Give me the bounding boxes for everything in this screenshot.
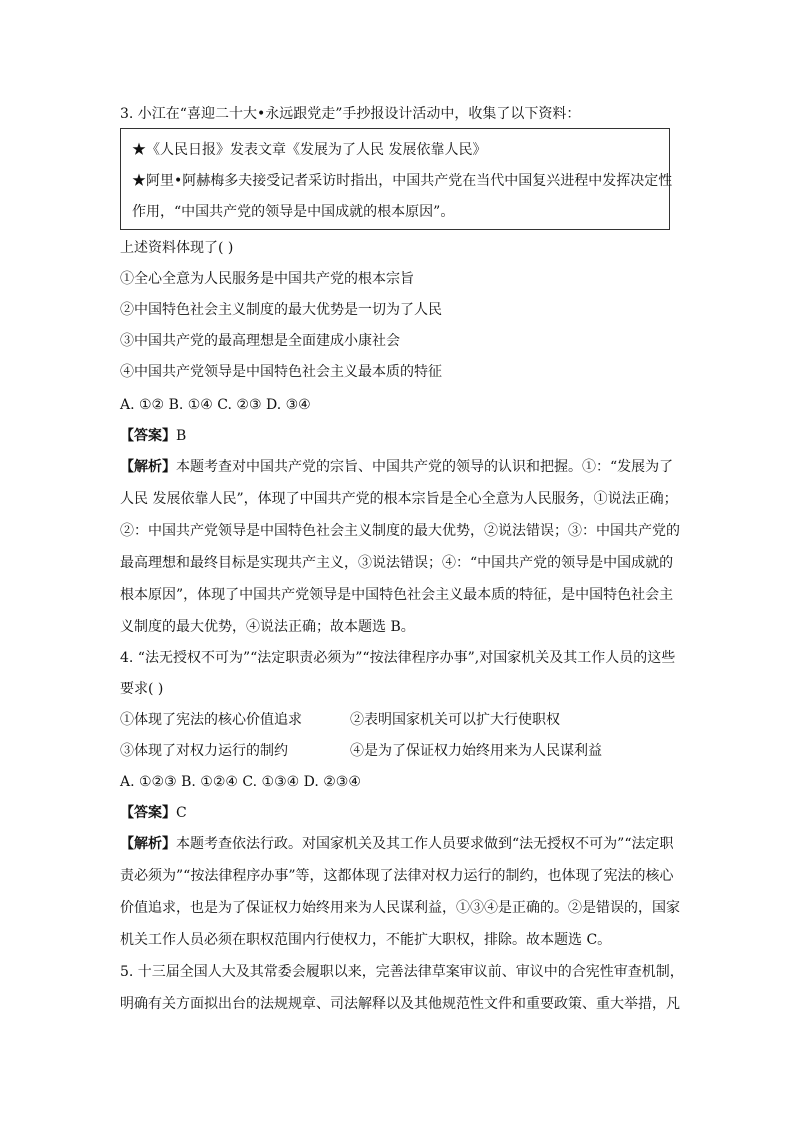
q3-analysis-line: ②：中国共产党领导是中国特色社会主义制度的最大优势，②说法错误；③：中国共产党的 — [120, 523, 680, 539]
q3-option: ①全心全意为人民服务是中国共产党的根本宗旨 — [120, 271, 414, 287]
q3-material-box — [120, 128, 673, 230]
q4-option: ④是为了保证权力始终用来为人民谋利益 — [350, 743, 602, 759]
q4-analysis-line: 责必须为”“按法律程序办事”等，这都体现了法律对权力运行的制约，也体现了宪法的核心 — [120, 868, 674, 884]
q5-stem: 明确有关方面拟出台的法规规章、司法解释以及其他规范性文件和重要政策、重大举措，凡 — [120, 996, 680, 1012]
q3-question: 上述资料体现了( ) — [120, 240, 234, 256]
q4-analysis-line — [120, 834, 673, 854]
analysis-tag: 【解析】 — [120, 836, 176, 852]
q3-analysis-line: 义制度的最大优势，④说法正确；故本题选 B。 — [120, 619, 415, 635]
q4-option: ①体现了宪法的核心价值追求 — [120, 712, 302, 728]
q4-choices: A. ①②③ B. ①②④ C. ①③④ D. ②③④ — [120, 774, 361, 790]
q4-stem: 4. “法无授权不可为”“法定职责必须为”“按法律程序办事”,对国家机关及其工作人员的这些 — [120, 650, 676, 666]
q3-analysis-line — [120, 457, 673, 477]
answer-value: B — [176, 428, 187, 444]
q3-analysis-line: 最高理想和最终目标是实现共产主义，③说法错误；④：“中国共产党的领导是中国成就的 — [120, 555, 674, 571]
analysis-text: 本题考查依法行政。对国家机关及其工作人员要求做到“法无授权不可为”“法定职 — [176, 836, 674, 852]
q4-option-row — [120, 710, 560, 730]
q3-material-line: ★《人民日报》发表文章《发展为了人民 发展依靠人民》 — [132, 142, 487, 158]
q3-analysis-line: 根本原因”，体现了中国共产党领导是中国特色社会主义最本质的特征，是中国特色社会主 — [120, 587, 674, 603]
q4-analysis-line: 机关工作人员必须在职权范围内行使权力，不能扩大职权，排除。故本题选 C。 — [120, 932, 612, 948]
q3-option: ②中国特色社会主义制度的最大优势是一切为了人民 — [120, 302, 442, 318]
q5-stem: 5. 十三届全国人大及其常委会履职以来，完善法律草案审议前、审议中的合宪性审查机制， — [120, 964, 684, 980]
answer-tag: 【答案】 — [120, 428, 176, 444]
q3-answer — [120, 426, 186, 446]
q3-option: ④中国共产党领导是中国特色社会主义最本质的特征 — [120, 364, 442, 380]
answer-value: C — [176, 805, 187, 821]
q4-analysis-line: 价值追求，也是为了保证权力始终用来为人民谋利益，①③④是正确的。②是错误的，国家 — [120, 900, 680, 916]
q3-choices: A. ①② B. ①④ C. ②③ D. ③④ — [120, 397, 311, 413]
q3-analysis-line: 人民 发展依靠人民”，体现了中国共产党的根本宗旨是全心全意为人民服务，①说法正确； — [120, 491, 678, 507]
q4-option-row — [120, 741, 602, 761]
answer-tag: 【答案】 — [120, 805, 176, 821]
q4-stem: 要求( ) — [120, 681, 164, 697]
q3-material-line: 作用，“中国共产党的领导是中国成就的根本原因”。 — [132, 204, 455, 220]
q4-answer — [120, 803, 187, 823]
q3-stem: 3. 小江在“喜迎二十大•永远跟党走”手抄报设计活动中，收集了以下资料： — [120, 106, 581, 122]
q3-material-line: ★阿里•阿赫梅多夫接受记者采访时指出，中国共产党在当代中国复兴进程中发挥决定性 — [132, 173, 673, 189]
q3-option: ③中国共产党的最高理想是全面建成小康社会 — [120, 333, 400, 349]
analysis-tag: 【解析】 — [120, 459, 176, 475]
q4-option: ②表明国家机关可以扩大行使职权 — [350, 712, 560, 728]
q4-option: ③体现了对权力运行的制约 — [120, 743, 288, 759]
analysis-text: 本题考查对中国共产党的宗旨、中国共产党的领导的认识和把握。①：“发展为了 — [176, 459, 674, 475]
